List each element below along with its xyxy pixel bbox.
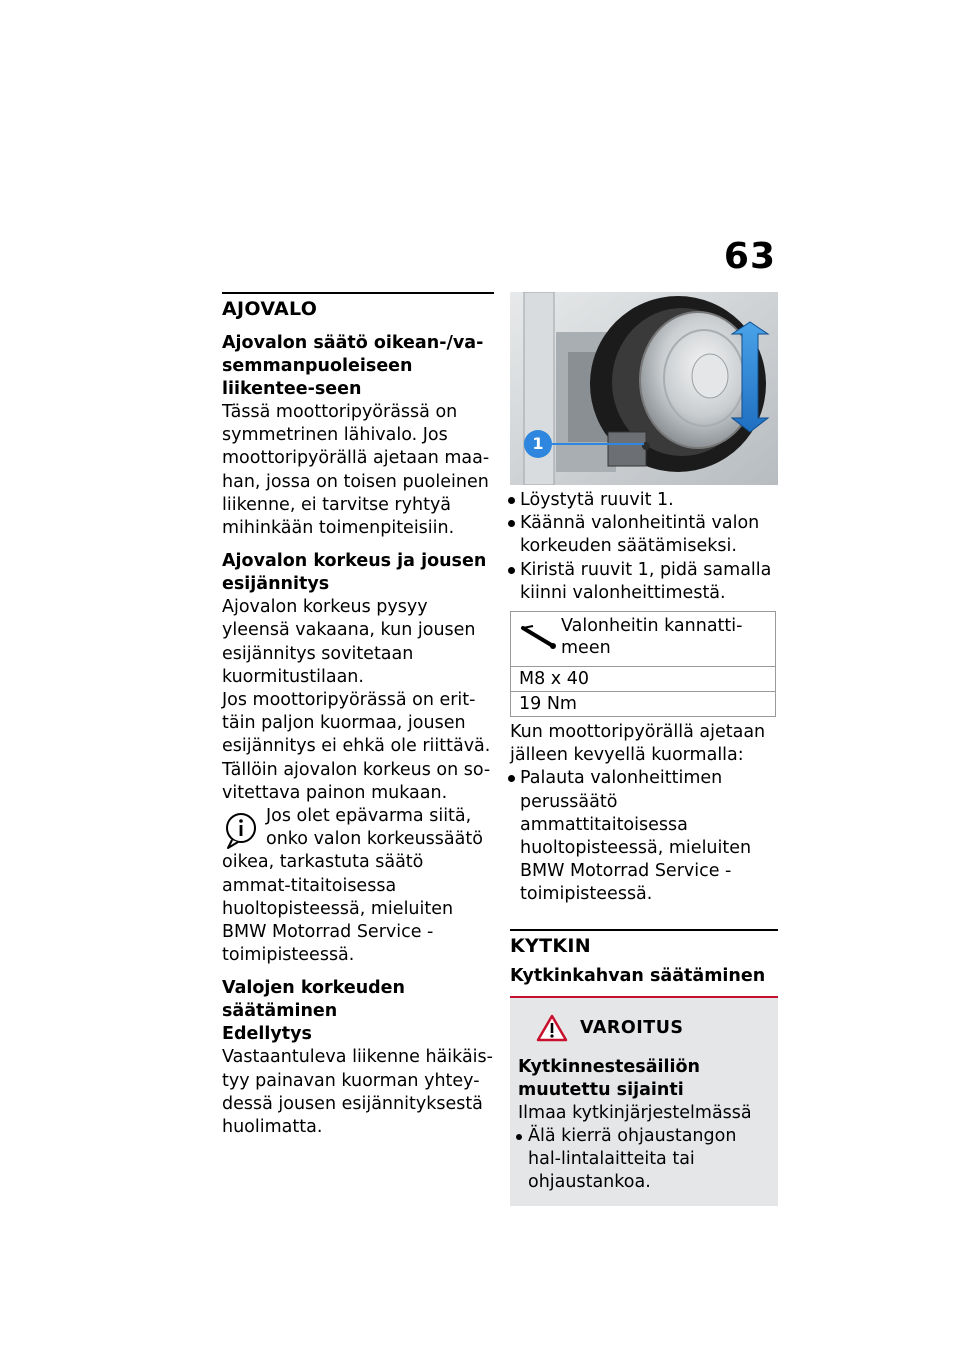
warning-icon [536,1014,568,1042]
step-loosen: Löystytä ruuvit 1. [510,489,778,512]
warning-bullets [518,1125,770,1195]
torque-size: M8 x 40 [511,667,776,692]
info-text-line1: Jos olet epävarma siitä, [266,806,472,827]
left-column [222,292,494,1139]
callout-1: 1 [532,434,544,453]
info-icon [224,811,258,851]
page-number: 63 [723,236,776,277]
paragraph-symmetric-beam: Tässä moottoripyörässä on symmetrinen lähivalo. Jos moottoripyörällä ajetaan maa-han, jossa on toisen puoleinen liikenne, ei tarvitse ryhtyä mihinkään toimenpiteisiin. [222,402,490,539]
subheading-clutch-lever: Kytkinkahvan säätäminen [510,965,766,986]
subheading-headlight-height: Ajovalon korkeus ja jousen esijännitys [222,551,487,595]
torque-table [510,611,776,717]
section-title-ajovalo: AJOVALO [222,298,318,320]
restore-steps [510,767,778,906]
info-text-rest: oikea, tarkastuta säätö ammat-titaitoisessa huoltopisteessä, mieluiten BMW Motorrad Service -toimipisteessä. [222,852,454,966]
right-column [510,292,778,1206]
subheading-adjust-height: Valojen korkeuden säätäminen [222,978,406,1022]
headlight-illustration [510,292,778,485]
paragraph-light-load: Kun moottoripyörällä ajetaan jälleen kevyellä kuormalla: [510,722,766,766]
subheading-headlight-traffic: Ajovalon säätö oikean-/va-semmanpuoleiseen liikentee-seen [222,333,484,399]
paragraph-height-stable: Ajovalon korkeus pysyy yleensä vakaana, kun jousen esijännitys sovitetaan kuormitustilaan. [222,597,476,687]
step-tighten: Kiristä ruuvit 1, pidä samalla kiinni valonheittimestä. [510,559,778,605]
info-note [222,805,494,967]
torque-value: 19 Nm [511,692,776,717]
paragraph-heavy-load: Jos moottoripyörässä on erit-täin paljon kuormaa, jousen esijännitys ei ehkä ole riittävä. Tällöin ajovalon korkeus on so-vitettava painon mukaan. [222,690,491,803]
warning-heading: Kytkinnestesäiliön muutettu sijainti [518,1056,700,1100]
warning-title: VAROITUS [580,1017,684,1038]
subheading-prerequisite: Edellytys [222,1024,312,1045]
warning-bullet: Älä kierrä ohjaustangon hal-lintalaitteita tai ohjaustankoa. [518,1125,770,1195]
warning-text: Ilmaa kytkinjärjestelmässä [518,1102,752,1123]
adjust-steps [510,489,778,605]
section-rule [222,292,494,294]
paragraph-oncoming-glare: Vastaantuleva liikenne häikäis-tyy painavan kuorman yhtey-dessä jousen esijännityksestä huolimatta. [222,1047,493,1138]
info-text-line2: onko valon korkeussäätö [266,829,483,850]
warning-box [510,996,778,1207]
step-turn: Käännä valonheitintä valon korkeuden säätämiseksi. [510,512,778,558]
torque-header [511,612,776,667]
wrench-icon [519,622,559,652]
section-title-kytkin: KYTKIN [510,934,591,957]
section-rule-kytkin [510,929,778,931]
torque-label: Valonheitin kannatti-meen [561,616,743,659]
headlight-image [510,292,778,485]
step-restore: Palauta valonheittimen perussäätö ammattitaitoisessa huoltopisteessä, mieluiten BMW Motorrad Service -toimipisteessä. [510,767,778,906]
